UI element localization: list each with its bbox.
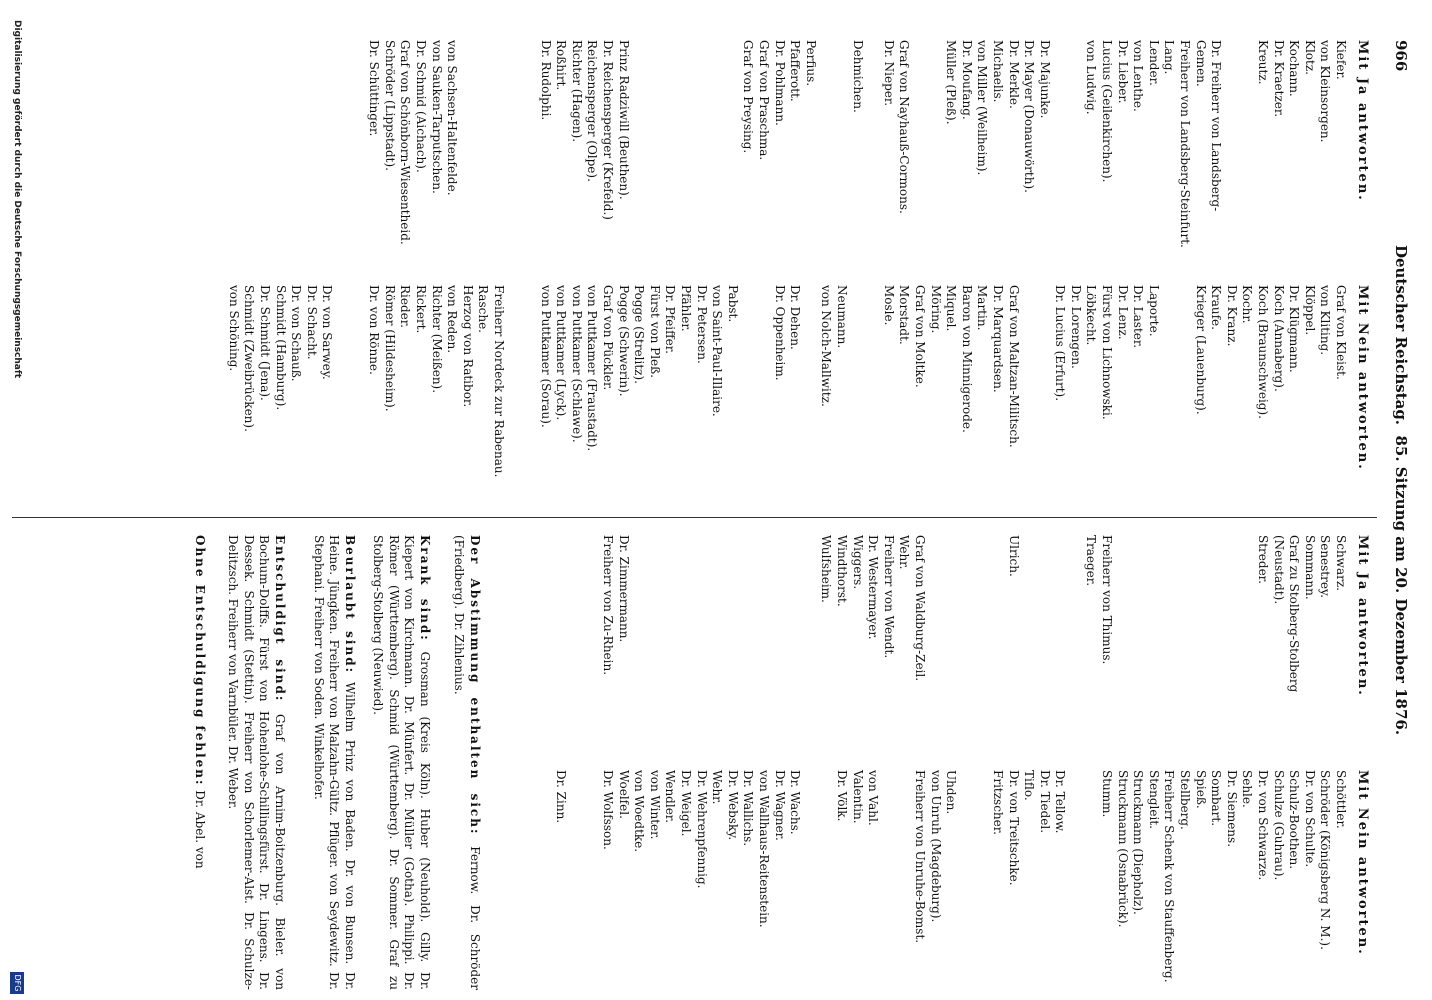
member-name: Dr. Nieper. [881,40,896,107]
member-name: von Lenthe. [1131,40,1146,112]
leave-heading: Beurlaubt sind: [343,535,357,675]
member-name: Dr. von Rönne. [367,285,382,375]
member-name [677,40,693,275]
member-name: Graf von Preysing. [741,40,756,154]
member-name: Dr. Zinn. [554,770,569,824]
member-name: Spieß. [1193,770,1208,809]
member-name: Rasche. [476,285,491,333]
excused-paragraph [225,535,287,990]
member-name: Neumann. [835,285,849,349]
member-name: Dr. Wolfsson. [601,770,616,850]
member-name: von Puttkamer (Sorau). [538,285,553,428]
member-name [1067,40,1083,275]
member-name [475,40,491,275]
member-name: Koch (Braunschweig). [1256,285,1271,419]
member-name: Koch (Annaberg). [1271,285,1286,392]
page-header [1380,40,1410,940]
member-name: Dr. Tellow. [1053,770,1068,834]
member-name [1083,770,1099,995]
publication-title: Deutscher Reichstag. [1392,244,1410,426]
member-name: Dr. Oppenheim. [772,285,787,381]
sick-text: Grosman (Kreis Köln). Huber (Neuhold). Gilly. Dr. Kiepert von Kirchmann. Dr. Münfert. Dr. Müller (Gotha). Philippi. Dr. Römer (Württemberg). Schmid (Württemberg). Dr. Sommer. Graf zu Stolberg-Stolberg (Neuwied). [371,535,432,990]
excused-text: Graf von Arnim-Boitzenburg. Bieler. von Bochum-Dolffs. Fürst von Hohenlohe-Schillingsfürst. Dr. Lingens. Dr. Dessek. Schmidt (Stettin). Freiherr von Schorlemer-Alst. Dr. Schulze-Delitzsch. Freiherr von Varnbüler. Dr. Weber. [226,535,287,990]
member-name: Dr. Wallichs. [741,770,756,847]
member-name [662,535,678,760]
member-name: Dr. Mayer (Donauwörth). [1022,40,1037,193]
member-name [911,40,927,275]
member-name: Freiherr Nordeck zur Rabenau. [491,285,506,478]
member-name: Schröder (Lippstadt). [382,40,397,171]
member-name: Morstadt. [897,285,912,345]
member-name: Dr. Majunke. [1037,40,1052,119]
page-title [1392,40,1410,940]
member-name [1021,285,1037,515]
member-name: Dehmichen. [850,40,865,113]
member-name [709,535,725,760]
member-name: Dr. Kranz. [1224,285,1239,347]
member-name [724,535,740,760]
member-name: Martin. [975,285,990,331]
member-name: Römer (Hildesheim). [382,285,397,412]
member-name: Schröder (Königsberg N. M.). [1318,770,1333,950]
unexcused-paragraph [191,535,207,990]
member-name: von Puttkamer (Schlawe). [569,285,584,443]
member-name: von Wallhaus-Reitenstein. [757,770,772,928]
sick-paragraph [370,535,432,990]
member-name: von Miller (Weilheim). [975,40,990,176]
member-name [740,535,756,760]
member-name: Dr. Schmid (Aichach). [413,40,428,173]
member-name: Roßhirt. [554,40,569,91]
member-name: Gemen. [1193,40,1208,87]
member-name: Graf von Maltzan-Militsch. [1006,285,1021,448]
member-name: Stengleit. [1146,770,1161,829]
member-name: von Ludwig. [1084,40,1099,115]
member-name: Krieger (Lauenburg). [1193,285,1208,415]
member-name: Freiherr von Landsberg-Steinfurt. [1178,40,1193,248]
member-name: Möring. [928,285,943,334]
member-name [693,40,709,275]
member-name: Dr. von Schulte. [1302,770,1317,868]
member-name [1114,535,1130,760]
member-name: Schöttler. [1334,770,1348,829]
member-name: Dr. Moufang. [959,40,974,120]
member-name: Graf zu Stolberg-Stolberg [1287,535,1302,693]
member-name: Schmidt (Zweibrücken). [242,285,257,432]
member-name: Klöppel. [1302,285,1317,336]
member-name: von Puttkamer (Fraustadt). [585,285,600,452]
member-name: Dr. Lenz. [1115,285,1130,340]
member-name: Stellberg. [1178,770,1193,830]
member-name: Wulfsheim. [819,535,834,603]
digitization-credit: Digitalisierung gefördert durch die Deutsche Forschungsgemeinschaft [12,20,22,379]
sick-heading: Krank sind: [418,535,432,642]
member-name: Freiherr von Zu-Rhein. [601,535,616,676]
member-name: Kreutz. [1256,40,1271,85]
member-name [506,285,522,515]
member-name: Michaelis. [990,40,1005,103]
member-name: Graf von Nayhauß-Cormons. [897,40,912,214]
member-name: von Kleinsorgen. [1318,40,1333,143]
member-name [802,285,818,515]
member-name: Graf von Praschma. [757,40,772,161]
member-name: Graf von Moltke. [912,285,927,388]
page-number: 966 [1392,40,1410,72]
member-name [490,40,506,275]
member-name: Schulze (Guhrau). [1271,770,1286,881]
member-name [849,285,865,515]
member-name [1239,535,1255,760]
member-name: Richter (Hagen). [569,40,584,143]
member-name [927,535,943,760]
member-name [522,285,538,515]
member-name [709,40,725,275]
member-name [1145,535,1161,760]
left-ja-list [366,40,1348,275]
member-name: Wendler. [663,770,678,824]
member-name [1021,535,1037,760]
member-name [740,285,756,515]
member-name: Miquel. [944,285,959,332]
member-name: Graf von Kleist. [1334,285,1348,380]
member-name [880,770,896,995]
left-nein-heading: Mit Nein antworten. [1355,285,1370,471]
member-name [724,40,740,275]
member-name: Dr. Kraetzer. [1271,40,1286,118]
member-name [755,535,771,760]
left-ja-heading: Mit Ja antworten. [1355,40,1370,202]
abstention-heading: Der Abstimmung enthalten sich: [468,535,482,836]
member-name [506,40,522,275]
member-name: Dr. von Treitschke. [1006,770,1021,886]
dfg-logo-icon: DFG [10,972,24,994]
member-name: Graf von Schönborn-Wiesentheid. [398,40,413,245]
member-name: Pfafferott. [788,40,803,102]
member-name [522,40,538,275]
member-name: Dr. Merkle. [1006,40,1021,109]
leave-text: Wilhelm Prinz von Baden. Dr. von Bunsen. Dr. Heine. Jüngken. Freiherr von Malzahn-Gültz. Pflüger. von Seydewitz. Dr. Stephani. Freiherr von Soden. Winkelhofer. [311,535,357,990]
member-name [1161,535,1177,760]
member-name: Freiherr Schenk von Stauffenberg. [1162,770,1177,983]
member-name: Rickert. [413,285,428,334]
member-name: Richter (Meißen). [429,285,444,394]
member-name: von Saint-Paul-Illaire. [710,285,725,417]
member-name: von Winter. [647,770,662,840]
member-name: Dr. Pfeiffer. [663,285,678,354]
member-name: Dr. Zimmermann. [616,535,631,643]
member-name [459,40,475,275]
member-name: Traeger. [1084,535,1099,587]
member-name [1192,535,1208,760]
member-name: Dr. Weigel. [679,770,694,837]
member-name [350,285,366,515]
member-name [896,770,912,995]
member-name [1067,770,1083,995]
member-name: Graf von Pückler. [601,285,616,391]
member-name: Dr. Wagner. [772,770,787,841]
member-name [1176,535,1192,760]
member-name [1067,535,1083,760]
member-name: Dr. Petersen. [694,285,709,364]
member-name: Dr. Dehen. [788,285,803,350]
member-name [677,535,693,760]
member-name: Dr. Schüttinger. [367,40,382,137]
member-name: Streder. [1256,535,1271,584]
member-name: Prinz Radziwill (Beuthen). [616,40,631,200]
right-nein-heading: Mit Nein antworten. [1355,770,1370,956]
member-name: Dr. Wehrenpfennig. [694,770,709,889]
member-name: von Sauken-Tarputschen. [429,40,444,194]
member-name: Fritzscher. [990,770,1005,835]
member-name [693,535,709,760]
member-name: Laporte. [1146,285,1161,337]
member-name: Fürst von Pleß. [647,285,662,378]
member-name: Woelfel. [616,770,631,819]
member-name: von Kliting. [1318,285,1333,356]
member-name: Kiefer. [1334,40,1348,80]
member-name: Müller (Pleß). [944,40,959,125]
member-name [1176,285,1192,515]
member-name: Dr. Reichensperger (Krefeld.) [601,40,616,220]
member-name: Dr. Lieber. [1115,40,1130,104]
member-name [771,535,787,760]
right-ja-heading: Mit Ja antworten. [1355,535,1370,697]
member-name [1223,40,1239,275]
member-name: Dr. von Schauß. [289,285,304,382]
member-name [802,770,818,995]
member-name [755,285,771,515]
member-name: Schwarz. [1334,535,1348,591]
member-name: Kochann. [1287,40,1302,97]
member-name [568,770,584,995]
excused-heading: Entschuldigt sind: [273,535,287,703]
column-divider [12,517,1377,518]
unexcused-text: Dr. Abel. von [193,790,207,869]
member-name: Dr. Laster. [1131,285,1146,349]
member-name [1161,285,1177,515]
member-name: Pogge (Strelitz). [632,285,647,384]
member-name: Dr. Rudolphi. [538,40,553,121]
member-name [958,770,974,995]
member-name: Windthorst. [835,535,849,607]
member-name: Dr. von Sarwey. [320,285,335,380]
member-name [1036,535,1052,760]
member-name: von Unruh (Magdeburg). [928,770,943,923]
member-name: Freiherr von Thimus. [1100,535,1115,665]
member-name: Tiflo. [1022,770,1037,801]
session-date: 85. Sitzung am 20. Dezember 1876. [1392,435,1410,736]
member-name [334,285,350,515]
member-name: Herzog von Ratibor. [460,285,475,408]
member-name [989,535,1005,760]
member-name: Wehr. [710,770,725,805]
member-name: Dr. Tiedel. [1037,770,1052,834]
member-name [958,535,974,760]
member-name: Schulz-Boothen. [1287,770,1302,870]
member-name [818,40,834,275]
member-name [818,770,834,995]
member-name: Sommann. [1302,535,1317,600]
member-name: Freiherr von Wendt. [881,535,896,659]
member-name [1239,40,1255,275]
member-name: von Sachsen-Haltenfelde. [445,40,460,196]
abstention-paragraph [451,535,482,990]
member-name: Lender. [1146,40,1161,86]
member-name: Dr. Schmidt (Jena). [258,285,273,401]
member-name [1208,535,1224,760]
member-name: von Reden. [445,285,460,354]
member-name [1052,40,1068,275]
leave-paragraph [310,535,357,990]
member-name [865,40,881,275]
member-name [802,535,818,760]
member-name [662,40,678,275]
member-name: Dr. Siemens. [1224,770,1239,848]
right-ja-list [600,535,1349,760]
member-name: Ulrich. [1006,535,1021,577]
member-name: Valentin. [850,770,865,824]
member-name [833,40,849,275]
member-name: Dr. Freiherr von Landsberg- [1209,40,1224,212]
member-name: Uhden. [944,770,959,815]
member-name: Sehle. [1240,770,1255,808]
member-name: Struckmann (Diepholz). [1131,770,1146,915]
member-name [631,535,647,760]
member-name: Senestrey. [1318,535,1333,598]
member-name: Dr. Marquardsen. [990,285,1005,393]
member-name: Mosle. [881,285,896,326]
member-name [974,770,990,995]
member-name: Dr. von Schwarze. [1256,770,1271,881]
member-name: Klotz. [1302,40,1317,75]
member-name: von Nolch-Mallwitz. [819,285,834,407]
member-name [927,40,943,275]
member-name: Pogge (Schwerin). [616,285,631,397]
member-name: Schmidt (Hamburg). [273,285,288,411]
member-name [974,535,990,760]
member-name: Löbkecht. [1084,285,1099,346]
member-name: Perfius. [803,40,818,87]
member-name: (Neustadt). [1271,535,1286,605]
member-name [1223,535,1239,760]
member-name: Graf von Waldburg-Zeil. [912,535,927,682]
member-name: Dr. Klügmann. [1287,285,1302,373]
member-name: Pabst. [725,285,740,323]
member-name: Baron von Minnigerode. [959,285,974,433]
unexcused-heading: Ohne Entschuldigung fehlen: [193,535,207,787]
member-name: Dr. Lorengen. [1068,285,1083,369]
member-name: Fürst von Lichnowski. [1100,285,1115,420]
member-name [1130,535,1146,760]
member-name: Kraufe. [1209,285,1224,330]
member-name: Dr. Lucius (Erfurt). [1053,285,1068,402]
left-nein-list [225,285,1348,515]
abstention-text: Fernow. Dr. Schröder (Friedberg). Dr. Zihlenius. [452,535,482,990]
member-name: von Vahl. [866,770,881,826]
member-name: Reichensperger (Olpe). [585,40,600,182]
member-name: Lang. [1162,40,1177,75]
member-name: Stumm. [1100,770,1115,818]
member-name: Lucius (Geilenkirchen). [1100,40,1115,183]
right-nein-list [553,770,1348,995]
member-name: Sombart. [1209,770,1224,827]
member-name [646,535,662,760]
member-name: von Schöning. [226,285,241,372]
member-name: Pfähler. [679,285,694,332]
member-name: Rieder. [398,285,413,328]
member-name: Freiherr von Unruhe-Bomst. [912,770,927,944]
member-name: Dr. Wachs. [788,770,803,835]
member-name: von Puttkamer (Lyck). [554,285,569,421]
member-name: von Woedtke. [632,770,647,853]
member-name [584,770,600,995]
member-name [787,535,803,760]
member-name: Dr. Westermayer. [866,535,881,640]
member-name: Dr. Völk. [835,770,849,822]
member-name [943,535,959,760]
member-name: Kochr. [1240,285,1255,324]
member-name: Struckmann (Osnabrück). [1115,770,1130,928]
member-name: Wehr. [897,535,912,570]
member-name: Wiggers. [850,535,865,590]
member-name: Dr. Pohlmann. [772,40,787,126]
member-name [1036,285,1052,515]
member-name: Dr. Websky. [725,770,740,841]
member-name [646,40,662,275]
member-name [1052,535,1068,760]
member-name [865,285,881,515]
member-name: Dr. Schacht. [304,285,319,360]
member-name [631,40,647,275]
